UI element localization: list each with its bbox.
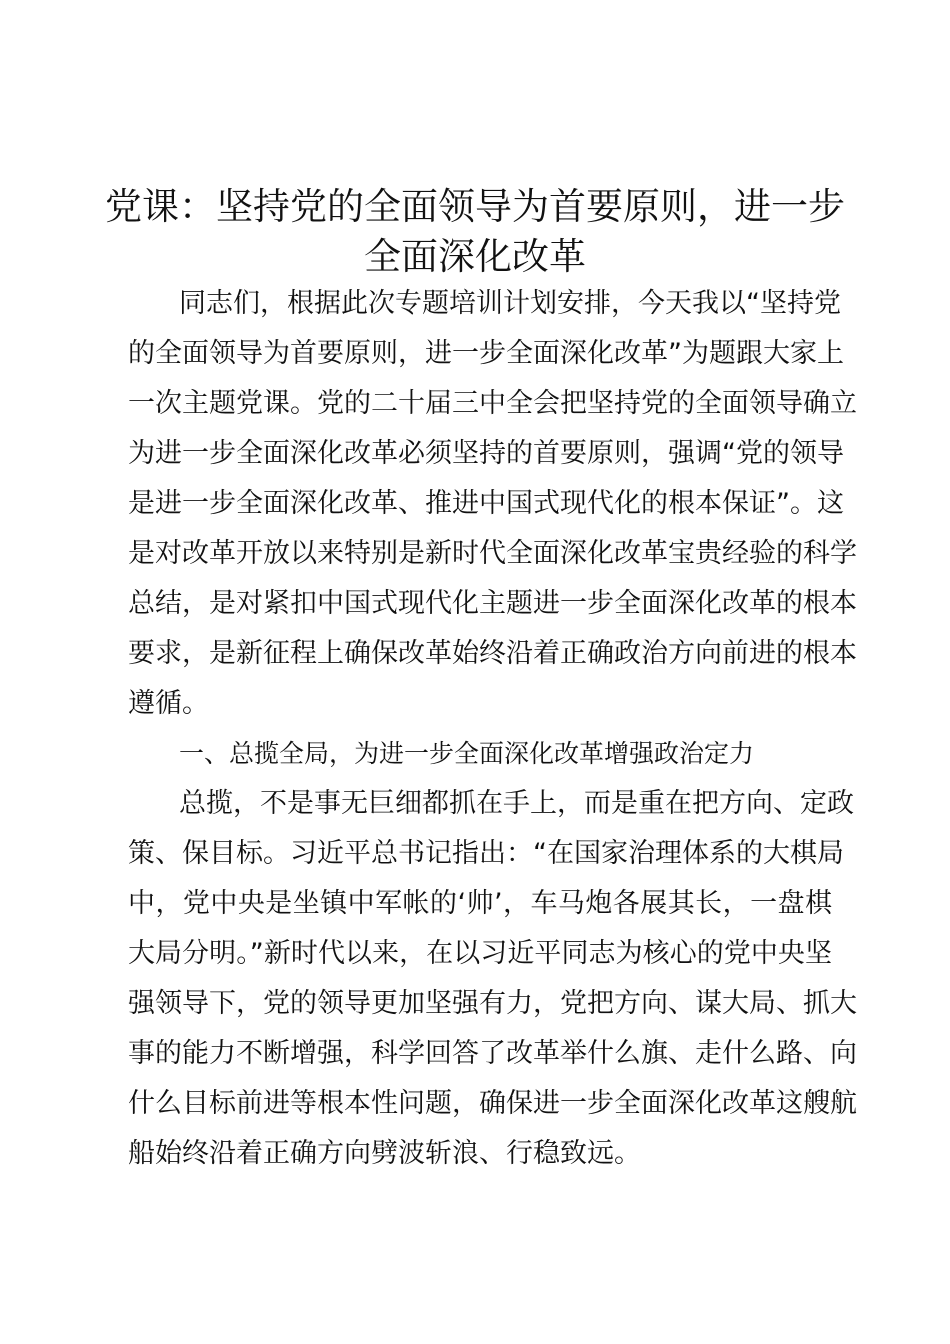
paragraph-1-line: 是进一步全面深化改革、推进中国式现代化的根本保证”。这 bbox=[128, 488, 844, 519]
paragraph-2-line: 什么目标前进等根本性问题，确保进一步全面深化改革这艘航 bbox=[128, 1088, 857, 1119]
document-title-line-2: 全面深化改革 bbox=[364, 235, 586, 278]
paragraph-1-line: 总结，是对紧扣中国式现代化主题进一步全面深化改革的根本 bbox=[128, 588, 857, 619]
paragraph-2-line: 策、保目标。习近平总书记指出：“在国家治理体系的大棋局 bbox=[128, 838, 844, 869]
paragraph-1-line: 遵循。 bbox=[128, 688, 209, 719]
paragraph-1-line: 是对改革开放以来特别是新时代全面深化改革宝贵经验的科学 bbox=[128, 538, 857, 569]
paragraph-2-line: 强领导下，党的领导更加坚强有力，党把方向、谋大局、抓大 bbox=[128, 988, 857, 1019]
paragraph-1-line: 同志们，根据此次专题培训计划安排，今天我以“坚持党 bbox=[179, 288, 841, 319]
paragraph-2-line: 总揽，不是事无巨细都抓在手上，而是重在把方向、定政 bbox=[179, 788, 854, 819]
paragraph-1-line: 要求，是新征程上确保改革始终沿着正确政治方向前进的根本 bbox=[128, 638, 857, 669]
section-1-heading: 一、总揽全局，为进一步全面深化改革增强政治定力 bbox=[179, 739, 755, 768]
paragraph-2-line: 大局分明。”新时代以来，在以习近平同志为核心的党中央坚 bbox=[128, 938, 832, 969]
paragraph-1-line: 一次主题党课。党的二十届三中全会把坚持党的全面领导确立 bbox=[128, 388, 857, 419]
document-title-line-1: 党课：坚持党的全面领导为首要原则，进一步 bbox=[105, 185, 845, 228]
paragraph-2-line: 事的能力不断增强，科学回答了改革举什么旗、走什么路、向 bbox=[128, 1038, 857, 1069]
paragraph-2-line: 中，党中央是坐镇中军帐的‘帅’，车马炮各展其长，一盘棋 bbox=[128, 888, 832, 919]
paragraph-1-line: 为进一步全面深化改革必须坚持的首要原则，强调“党的领导 bbox=[128, 438, 844, 469]
paragraph-1-line: 的全面领导为首要原则，进一步全面深化改革”为题跟大家上 bbox=[128, 338, 844, 369]
paragraph-2-line: 船始终沿着正确方向劈波斩浪、行稳致远。 bbox=[128, 1138, 641, 1169]
